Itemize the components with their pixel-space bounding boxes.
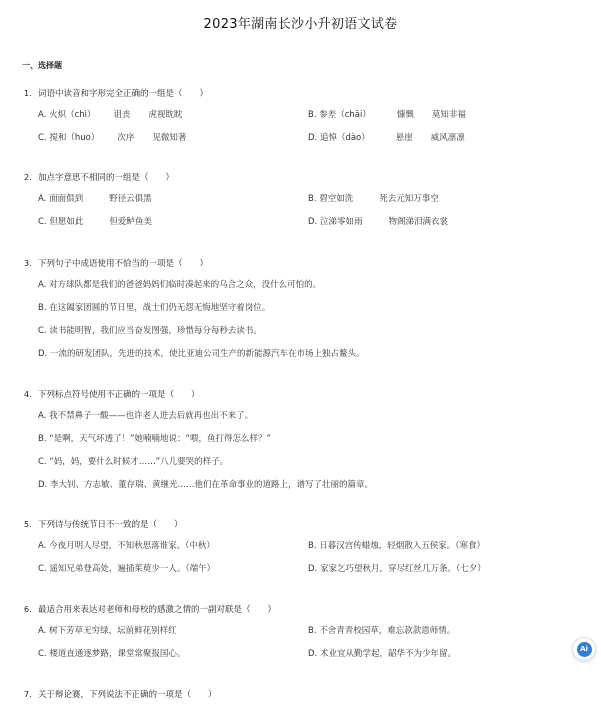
option-c[interactable]: C. 读书能明智，我们应当奋发图强，珍惜每分每秒去读书。 xyxy=(38,326,262,336)
option-a[interactable]: A. 火炽（chì） 诅丧 虎视眈眈 xyxy=(38,110,183,120)
option-d[interactable]: D. 泣涕零如雨 物阁涕泪满衣裳 xyxy=(308,217,448,227)
question-stem: 下列标点符号使用不正确的一项是（ ） xyxy=(38,390,200,400)
question-number: 2. xyxy=(24,173,32,182)
option-d[interactable]: D. 李大钊、方志敏、董存瑞、黄继光……他们在革命事业的道路上，谱写了壮丽的篇章。 xyxy=(38,480,373,490)
option-a[interactable]: A. 面面俱到 野径云俱黑 xyxy=(38,194,152,204)
question-stem: 加点字意思不相同的一组是（ ） xyxy=(38,173,175,183)
option-c[interactable]: C. 但愿如此 但爱鲈鱼美 xyxy=(38,217,152,227)
option-a[interactable]: A. 树下芳草无穷绿，坛前鲜花别样红 xyxy=(38,626,177,636)
option-c[interactable]: C. 搅和（huo） 次序 见微知著 xyxy=(38,133,187,143)
section-heading: 一、选择题 xyxy=(22,61,62,70)
option-d[interactable]: D. 追悼（dào） 悬崖 威风凛凛 xyxy=(308,133,465,143)
question-number: 1. xyxy=(24,89,32,98)
option-b[interactable]: B. 在这阖家团圆的节日里，战士们仍无怨无悔地坚守着岗位。 xyxy=(38,303,271,313)
question-stem: 词语中读音和字形完全正确的一组是（ ） xyxy=(38,89,209,99)
option-b[interactable]: B. 碧空如洗 死去元知万事空 xyxy=(308,194,439,204)
option-a[interactable]: A. 对方球队都是我们的爸爸妈妈们临时凑起来的乌合之众，没什么可怕的。 xyxy=(38,280,322,290)
question-stem: 下列句子中成语使用不恰当的一项是（ ） xyxy=(38,259,209,269)
question-number: 7. xyxy=(24,690,32,699)
option-d[interactable]: D. 一流的研发团队，先进的技术，使比亚迪公司生产的新能源汽车在市场上独占鳌头。 xyxy=(38,349,365,359)
option-a[interactable]: A. 今夜月明人尽望，不知秋思落谁家。（中秋） xyxy=(38,541,215,551)
question-stem: 最适合用来表达对老师和母校的感激之情的一副对联是（ ） xyxy=(38,605,277,615)
question-number: 3. xyxy=(24,259,32,268)
option-b[interactable]: B. 不舍青青校园草，难忘款款恩师情。 xyxy=(308,626,456,636)
question-stem: 关于辩论赛，下列说法不正确的一项是（ ） xyxy=(38,690,217,700)
question-number: 4. xyxy=(24,390,32,399)
ai-assistant-button[interactable] xyxy=(572,637,596,661)
option-b[interactable]: B. “是啊，天气坏透了！”她喃喃地说：“喂，鱼打得怎么样？” xyxy=(38,434,271,444)
option-b[interactable]: B. 日暮汉宫传蜡烛，轻烟散入五侯家。（寒食） xyxy=(308,541,485,551)
option-c[interactable]: C. 楼道直通逐梦路，课堂常聚报国心。 xyxy=(38,649,186,659)
option-a[interactable]: A. 我不禁鼻子一酸——也许老人进去后就再也出不来了。 xyxy=(38,411,254,421)
page-title: 2023年湖南长沙小升初语文试卷 xyxy=(203,17,398,32)
option-c[interactable]: C. “妈，妈，要什么时候才……”八儿要哭的样子。 xyxy=(38,457,229,467)
option-b[interactable]: B. 参差（chāi） 慷慨 莫知非福 xyxy=(308,110,466,120)
question-number: 5. xyxy=(24,520,32,529)
ai-icon: Ai xyxy=(577,642,592,657)
question-stem: 下列诗与传统节日不一致的是（ ） xyxy=(38,520,183,530)
option-d[interactable]: D. 术业宜从勤学起，韶华不为少年留。 xyxy=(308,649,456,659)
option-c[interactable]: C. 遥知兄弟登高处，遍插茱萸少一人。（端午） xyxy=(38,564,216,574)
question-number: 6. xyxy=(24,605,32,614)
option-d[interactable]: D. 家家乞巧望秋月，穿尽红丝几万条。（七夕） xyxy=(308,564,486,574)
